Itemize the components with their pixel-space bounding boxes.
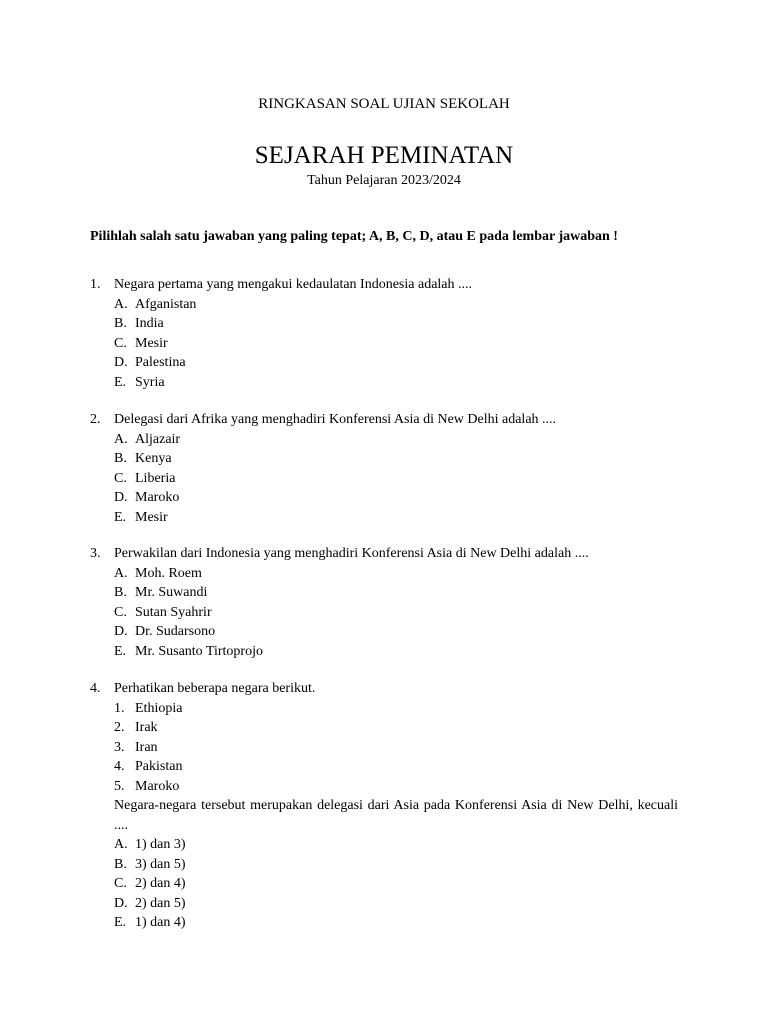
option-letter: E. [114, 915, 127, 930]
option-c [114, 874, 678, 894]
option-e [114, 642, 678, 662]
option-letter: B. [114, 451, 127, 466]
question-stem: Negara-negara tersebut merupakan delegasi dari Asia pada Konferensi Asia di New Delhi, kecuali .... [114, 798, 678, 833]
option-d [114, 622, 678, 642]
option-e [114, 508, 678, 528]
option-text: Mesir [135, 509, 168, 525]
list-item-4 [114, 757, 678, 777]
option-text: 1) dan 4) [135, 915, 186, 930]
list-number: 5. [114, 778, 125, 794]
option-text: Moh. Roem [135, 565, 202, 581]
option-text: Palestina [135, 355, 186, 370]
option-a [114, 430, 678, 450]
option-letter: A. [114, 837, 128, 852]
list-text: Ethiopia [135, 700, 183, 716]
question-4 [90, 679, 678, 933]
question-text: Negara pertama yang mengakui kedaulatan Indonesia adalah .... [114, 277, 473, 292]
list-text: Pakistan [135, 759, 183, 774]
list-item-5 [114, 777, 678, 797]
option-b [114, 449, 678, 469]
option-letter: E. [114, 643, 127, 659]
document-title: SEJARAH PEMINATAN [254, 142, 514, 169]
question-number: 1. [90, 277, 101, 292]
option-letter: D. [114, 895, 128, 911]
option-letter: C. [114, 876, 127, 891]
option-text: Mr. Suwandi [135, 585, 208, 600]
question-number: 4. [90, 681, 101, 696]
option-letter: C. [114, 470, 127, 486]
list-number: 2. [114, 720, 125, 735]
option-c [114, 469, 678, 489]
option-letter: B. [114, 856, 127, 872]
option-c [114, 603, 678, 623]
list-item-3 [114, 738, 678, 758]
option-letter: E. [114, 374, 127, 390]
option-text: Aljazair [135, 431, 181, 447]
list-item-1 [114, 699, 678, 719]
question-1 [90, 275, 678, 392]
option-text: Afganistan [135, 296, 197, 312]
option-letter: B. [114, 585, 127, 600]
option-text: Syria [135, 374, 165, 390]
option-text: Maroko [135, 490, 180, 505]
option-e [114, 373, 678, 393]
list-text: Irak [135, 720, 158, 735]
option-text: 2) dan 5) [135, 895, 186, 911]
option-letter: B. [114, 316, 127, 331]
option-letter: C. [114, 604, 127, 620]
option-b [114, 855, 678, 875]
list-number: 4. [114, 759, 125, 774]
option-text: 1) dan 3) [135, 837, 186, 852]
option-letter: A. [114, 565, 128, 581]
question-text: Perwakilan dari Indonesia yang menghadiri Konferensi Asia di New Delhi adalah .... [114, 546, 589, 561]
question-2 [90, 410, 678, 527]
option-text: Kenya [135, 451, 172, 466]
option-letter: C. [114, 335, 127, 351]
option-letter: A. [114, 296, 128, 312]
option-d [114, 488, 678, 508]
option-letter: A. [114, 431, 128, 447]
option-b [114, 583, 678, 603]
option-letter: E. [114, 509, 127, 525]
list-text: Iran [135, 739, 158, 755]
question-number: 2. [90, 412, 101, 427]
option-a [114, 835, 678, 855]
option-text: 3) dan 5) [135, 856, 186, 872]
document-heading: RINGKASAN SOAL UJIAN SEKOLAH [258, 96, 510, 112]
question-3 [90, 544, 678, 661]
list-item-2 [114, 718, 678, 738]
option-letter: D. [114, 355, 128, 370]
option-d [114, 353, 678, 373]
option-c [114, 334, 678, 354]
question-number: 3. [90, 546, 101, 561]
option-text: Dr. Sudarsono [135, 624, 216, 639]
option-a [114, 564, 678, 584]
option-text: Mr. Susanto Tirtoprojo [135, 643, 263, 659]
list-number: 1. [114, 700, 125, 716]
list-text: Maroko [135, 778, 180, 794]
academic-year: Tahun Pelajaran 2023/2024 [307, 173, 461, 188]
question-text: Delegasi dari Afrika yang menghadiri Konferensi Asia di New Delhi adalah .... [114, 412, 557, 427]
option-text: Sutan Syahrir [135, 604, 212, 620]
option-e [114, 913, 678, 933]
option-text: 2) dan 4) [135, 876, 186, 891]
option-text: India [135, 316, 164, 331]
option-d [114, 894, 678, 914]
option-b [114, 314, 678, 334]
option-text: Liberia [135, 470, 176, 486]
option-text: Mesir [135, 335, 168, 351]
option-letter: D. [114, 624, 128, 639]
option-letter: D. [114, 490, 128, 505]
question-text: Perhatikan beberapa negara berikut. [114, 681, 316, 696]
option-a [114, 295, 678, 315]
instruction-text: Pilihlah salah satu jawaban yang paling tepat; A, B, C, D, atau E pada lembar jawaban ! [90, 229, 618, 244]
list-number: 3. [114, 739, 125, 755]
